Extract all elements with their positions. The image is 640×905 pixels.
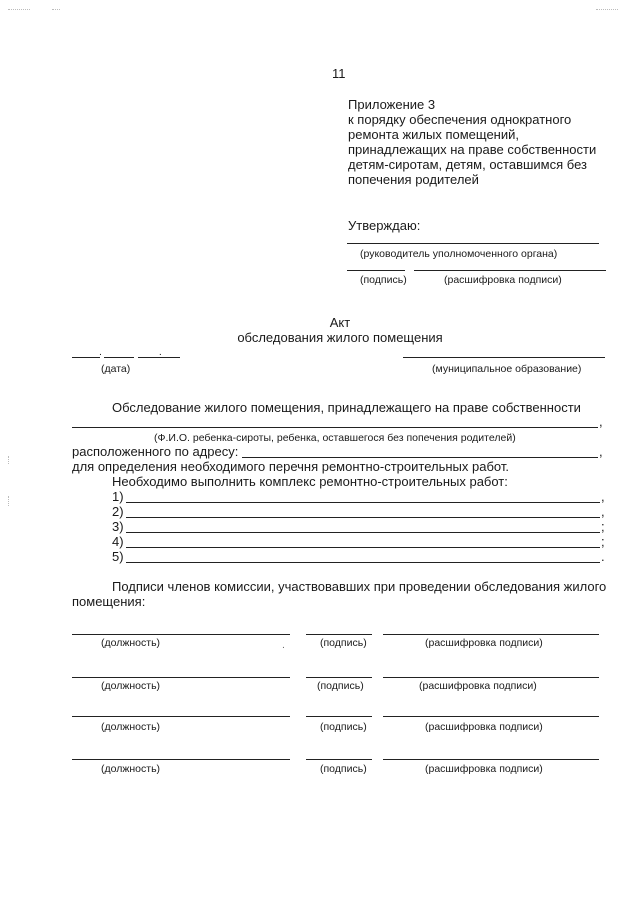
signature-caption: (подпись) [320,763,367,775]
scan-artifact [8,456,9,464]
decode-caption: (расшифровка подписи) [425,721,543,733]
position-line [72,759,290,760]
appendix-line: к порядку обеспечения однократного [348,112,572,127]
decode-line [383,677,599,678]
head-caption: (руководитель уполномоченного органа) [360,248,558,260]
scan-artifact [52,9,60,10]
appendix-line: детям-сиротам, детям, оставшимся без [348,157,587,172]
date-dots: . . [99,346,189,358]
approval-signature-line [347,270,405,271]
position-line [72,716,290,717]
fio-line-comma: , [599,414,603,429]
item-line [126,517,600,518]
appendix-line: ремонта жилых помещений, [348,127,519,142]
works-intro: Необходимо выполнить комплекс ремонтно-строительных работ: [112,474,508,489]
item-line [126,562,600,563]
approval-decode-caption: (расшифровка подписи) [444,274,562,286]
item-number: 4) [112,534,124,549]
item-end: , [601,504,605,519]
address-comma: , [599,444,603,459]
item-end: , [601,489,605,504]
scan-artifact [596,9,618,10]
signature-line [306,716,372,717]
position-caption: (должность) [101,680,161,692]
appendix-line: попечения родителей [348,172,479,187]
signature-line [306,634,372,635]
municipality-caption: (муниципальное образование) [432,363,582,375]
item-number: 5) [112,549,124,564]
signatures-intro-cont: помещения: [72,594,146,609]
scan-artifact [8,496,9,506]
purpose-text: для определения необходимого перечня ремонтно-строительных работ. [72,459,509,474]
position-caption: (должность) [101,763,161,775]
stray-mark: . [282,639,285,651]
decode-line [383,759,599,760]
position-caption: (должность) [101,721,161,733]
position-caption: (должность) [101,637,161,649]
page-number: 11 [332,66,346,81]
address-label: расположенного по адресу: [72,444,239,459]
fio-line [72,427,598,428]
position-line [72,677,290,678]
signature-caption: (подпись) [320,637,367,649]
item-number: 2) [112,504,124,519]
item-end: ; [601,534,605,549]
date-day-line [72,357,100,358]
scan-artifact [8,9,30,10]
decode-line [383,716,599,717]
approval-signature-caption: (подпись) [360,274,407,286]
approval-label: Утверждаю: [348,218,421,233]
address-line [242,457,598,458]
signatures-intro: Подписи членов комиссии, участвовавших при проведении обследования жилого [112,579,607,594]
act-title: Акт [329,315,351,330]
item-end: . [601,549,605,564]
appendix-title: Приложение 3 [348,97,436,112]
intro-text: Обследование жилого помещения, принадлежащего на праве собственности [112,400,581,415]
date-caption: (дата) [101,363,131,375]
fio-caption: (Ф.И.О. ребенка-сироты, ребенка, оставшегося без попечения родителей) [154,432,516,444]
decode-caption: (расшифровка подписи) [425,763,543,775]
item-line [126,502,600,503]
item-line [126,547,600,548]
signature-line [306,677,372,678]
signature-caption: (подпись) [320,721,367,733]
head-signature-line [347,243,599,244]
decode-caption: (расшифровка подписи) [425,637,543,649]
item-number: 3) [112,519,124,534]
item-line [126,532,600,533]
signature-line [306,759,372,760]
decode-caption: (расшифровка подписи) [419,680,537,692]
approval-decode-line [414,270,606,271]
municipality-line [403,357,605,358]
position-line [72,634,290,635]
item-end: ; [601,519,605,534]
decode-line [383,634,599,635]
item-number: 1) [112,489,124,504]
signature-caption: (подпись) [317,680,364,692]
act-subtitle: обследования жилого помещения [237,330,443,345]
appendix-line: принадлежащих на праве собственности [348,142,597,157]
